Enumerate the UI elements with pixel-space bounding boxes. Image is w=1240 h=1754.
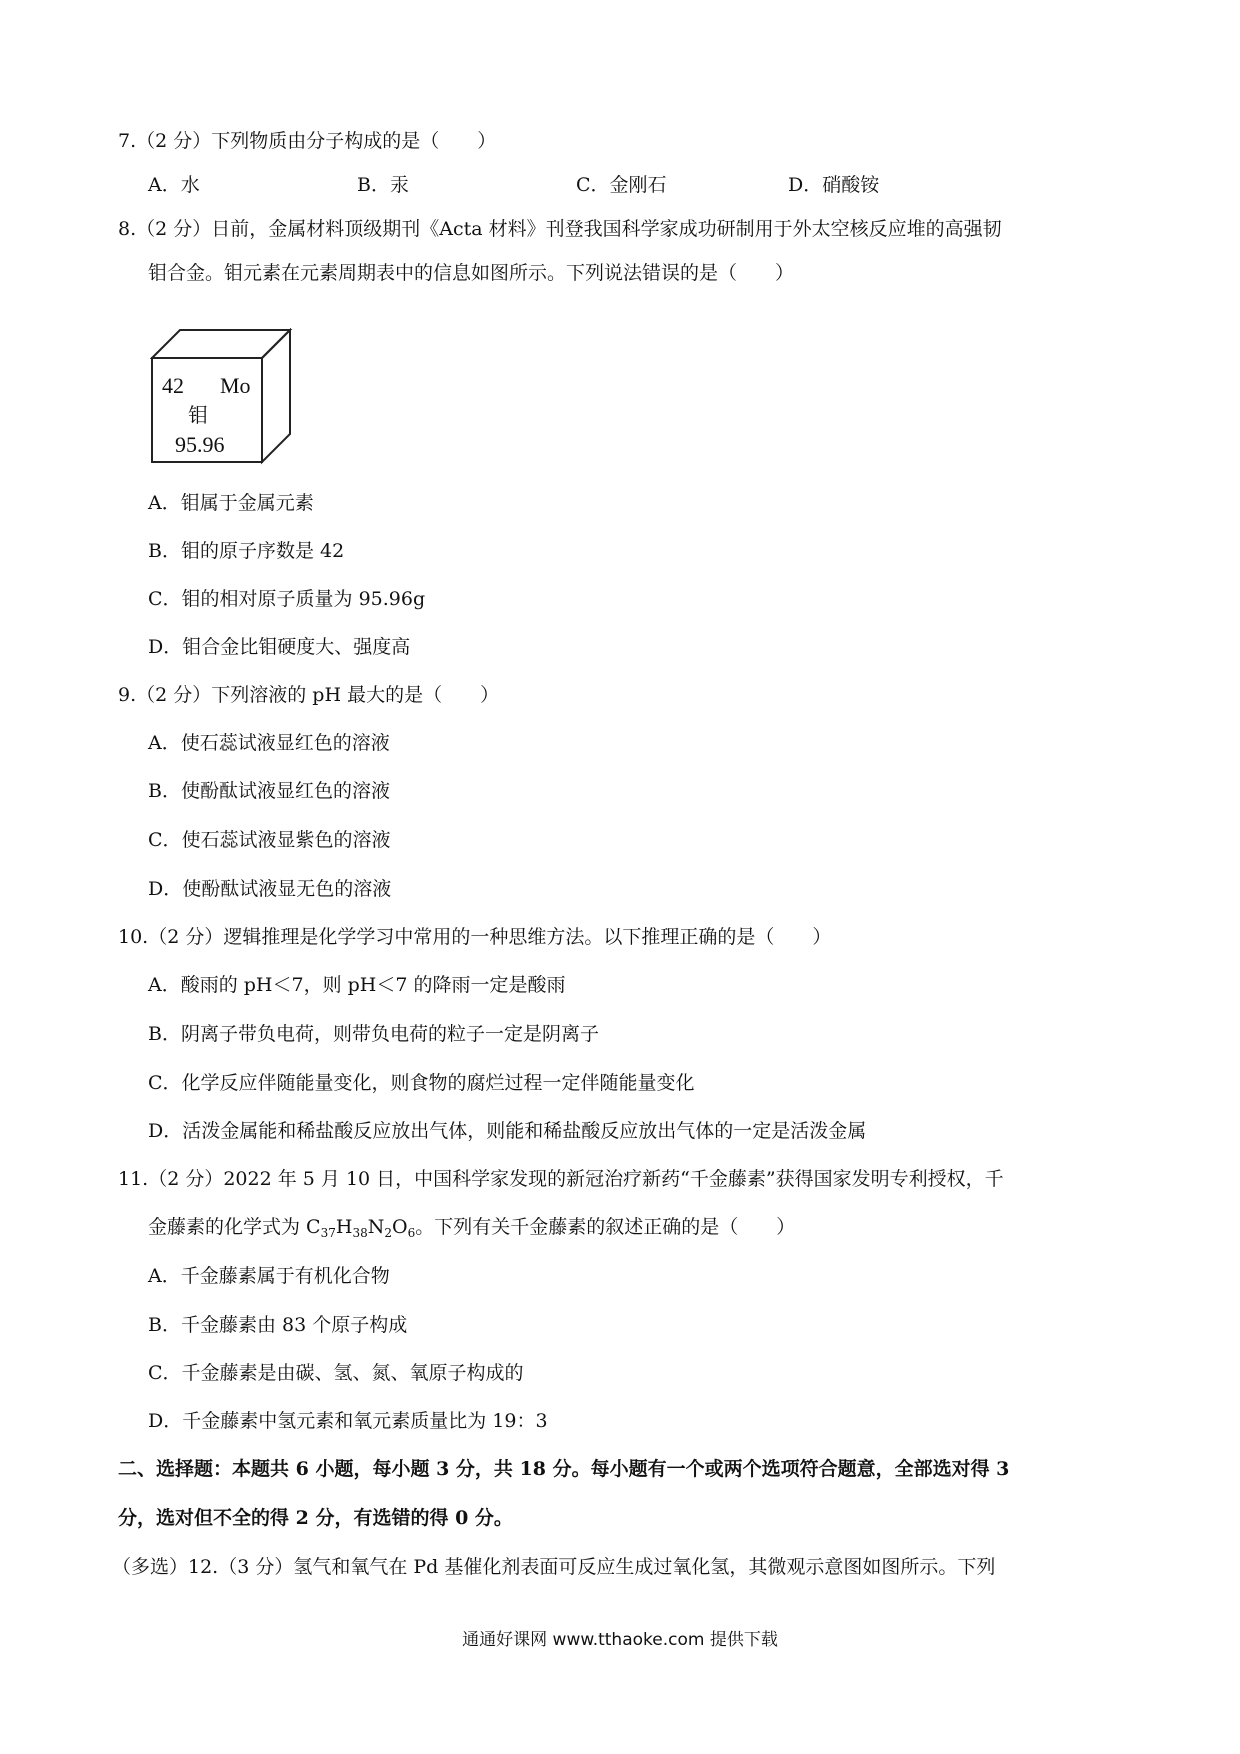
q10-option-d: D．活泼金属能和稀盐酸反应放出气体，则能和稀盐酸反应放出气体的一定是活泼金属	[148, 1120, 867, 1142]
question-8-stem-line1: 8.（2 分）日前，金属材料顶级期刊《Acta 材料》刊登我国科学家成功研制用于外太空核反应堆的高强韧	[118, 218, 1002, 240]
q10-option-b: B．阴离子带负电荷，则带负电荷的粒子一定是阴离子	[148, 1023, 599, 1045]
q9-option-b: B．使酚酞试液显红色的溶液	[148, 780, 390, 802]
q11-option-c: C．千金藤素是由碳、氢、氮、氧原子构成的	[148, 1362, 524, 1384]
atomic-number: 42	[162, 373, 184, 398]
question-12-stem: （多选）12.（3 分）氢气和氧气在 Pd 基催化剂表面可反应生成过氧化氢，其微观示意图如图所示。下列	[112, 1556, 996, 1578]
q9-option-c: C．使石蕊试液显紫色的溶液	[148, 829, 391, 851]
question-11-stem-line1: 11.（2 分）2022 年 5 月 10 日，中国科学家发现的新冠治疗新药“千金藤素”获得国家发明专利授权，千	[118, 1168, 1004, 1190]
formula-o: O	[391, 1216, 408, 1238]
element-symbol: Mo	[220, 373, 251, 398]
q9-option-d: D．使酚酞试液显无色的溶液	[148, 878, 392, 900]
q11-text-post: 。下列有关千金藤素的叙述正确的是（ ）	[415, 1216, 796, 1238]
section-2-heading-line2: 分，选对但不全的得 2 分，有选错的得 0 分。	[118, 1507, 513, 1529]
q7-option-b: B．汞	[357, 174, 409, 196]
section-2-heading-line1: 二、选择题：本题共 6 小题，每小题 3 分，共 18 分。每小题有一个或两个选项符合题意，全部选对得 3	[118, 1458, 1010, 1480]
question-9-stem: 9.（2 分）下列溶液的 pH 最大的是（ ）	[118, 684, 500, 706]
q10-option-a: A．酸雨的 pH＜7，则 pH＜7 的降雨一定是酸雨	[148, 974, 566, 996]
question-7-stem: 7.（2 分）下列物质由分子构成的是（ ）	[118, 130, 497, 152]
q9-option-a: A．使石蕊试液显红色的溶液	[148, 732, 390, 754]
atomic-mass: 95.96	[175, 432, 225, 457]
element-name: 钼	[188, 403, 208, 427]
formula-n-count: 2	[384, 1226, 392, 1240]
formula-h-count: 38	[352, 1226, 368, 1240]
formula-o-count: 6	[407, 1226, 416, 1240]
q11-text-pre: 金藤素的化学式为 C	[148, 1216, 321, 1238]
q8-option-a: A．钼属于金属元素	[148, 492, 314, 514]
q8-option-b: B．钼的原子序数是 42	[148, 540, 345, 562]
q8-option-d: D．钼合金比钼硬度大、强度高	[148, 636, 411, 658]
q7-option-d: D．硝酸铵	[788, 174, 880, 196]
element-cell-figure	[150, 328, 300, 466]
q11-option-d: D．千金藤素中氢元素和氧元素质量比为 19：3	[148, 1410, 548, 1432]
formula-c-count: 37	[320, 1226, 336, 1240]
footer-download-notice: 通通好课网 www.tthaoke.com 提供下载	[462, 1630, 778, 1650]
question-10-stem: 10.（2 分）逻辑推理是化学学习中常用的一种思维方法。以下推理正确的是（ ）	[118, 926, 832, 948]
q8-option-c: C．钼的相对原子质量为 95.96g	[148, 588, 426, 610]
q11-option-b: B．千金藤素由 83 个原子构成	[148, 1314, 408, 1336]
formula-n: N	[367, 1216, 385, 1238]
formula-h: H	[335, 1216, 353, 1238]
q10-option-c: C．化学反应伴随能量变化，则食物的腐烂过程一定伴随能量变化	[148, 1072, 695, 1094]
question-11-stem-line2	[148, 1214, 795, 1240]
q11-option-a: A．千金藤素属于有机化合物	[148, 1265, 390, 1287]
question-8-stem-line2: 钼合金。钼元素在元素周期表中的信息如图所示。下列说法错误的是（ ）	[148, 262, 795, 284]
q7-option-a: A．水	[148, 174, 200, 196]
q7-option-c: C．金刚石	[576, 174, 667, 196]
